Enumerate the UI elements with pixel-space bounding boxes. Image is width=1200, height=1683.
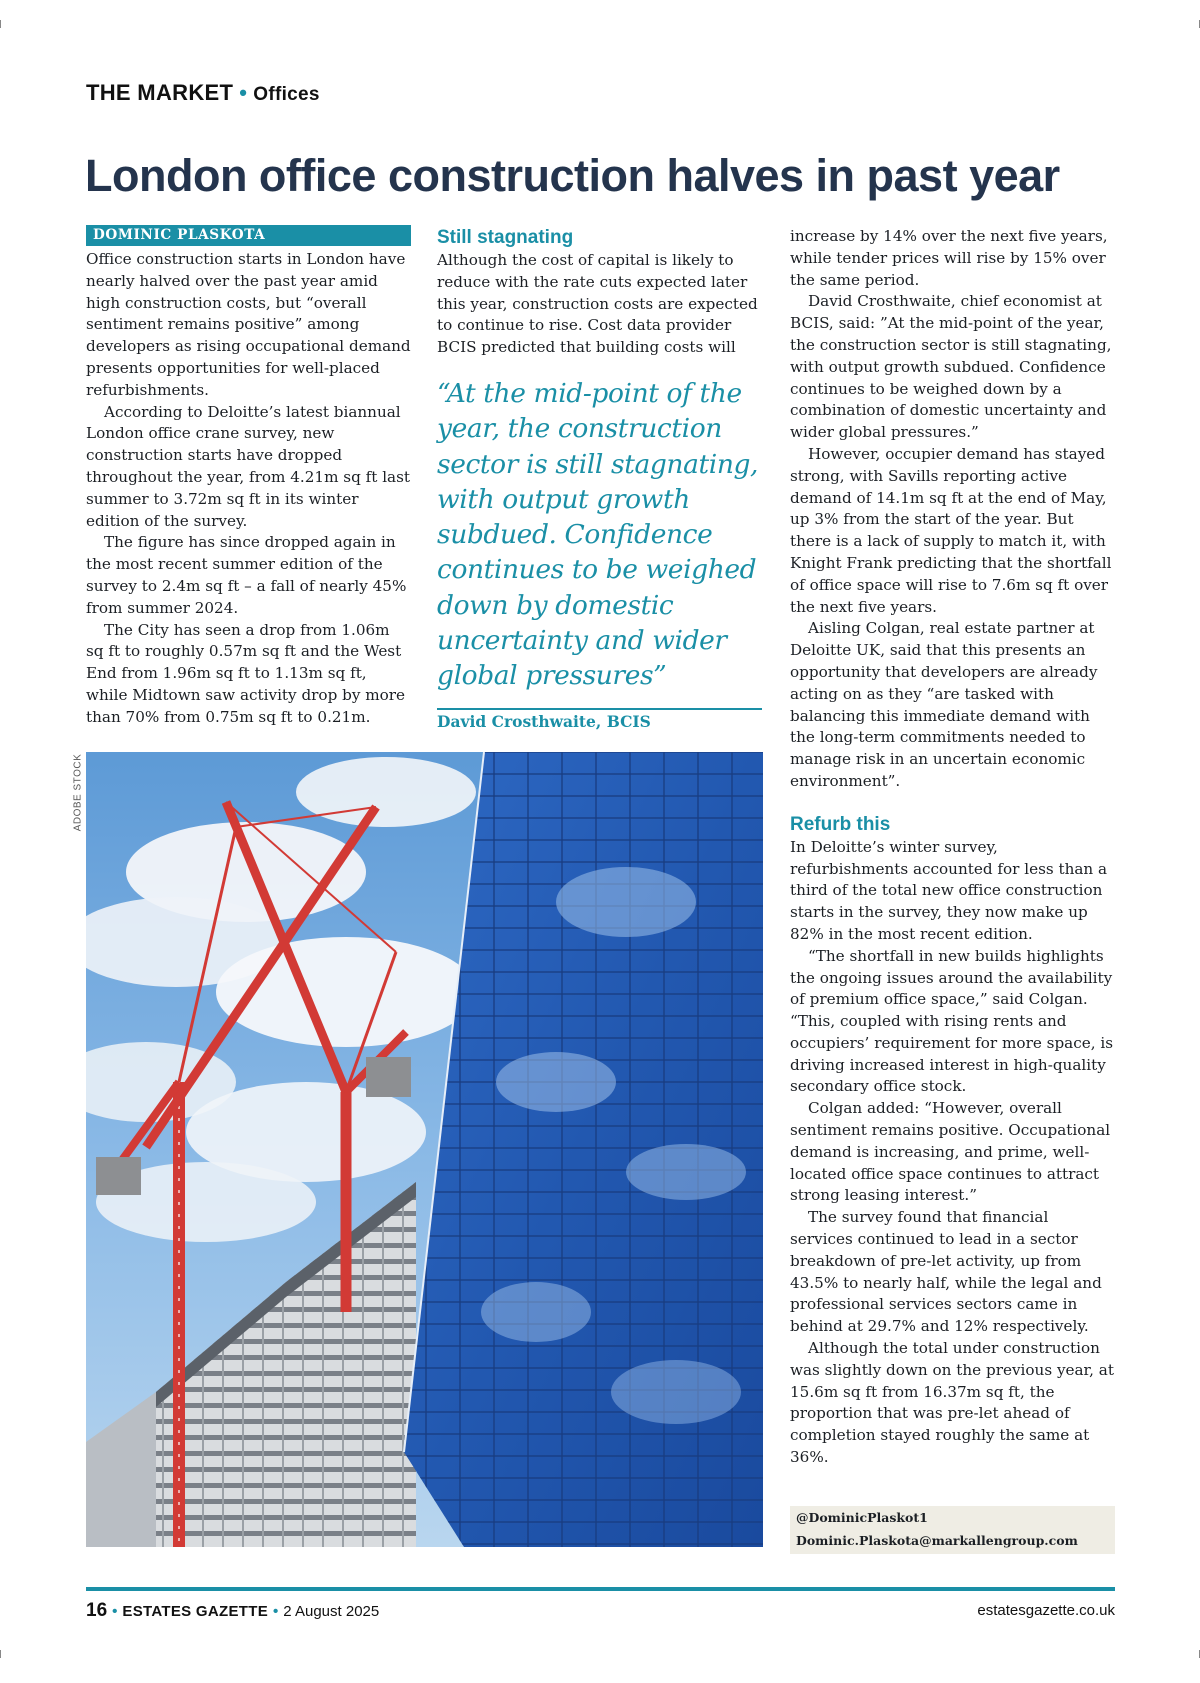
subhead-refurb-this: Refurb this [790,813,891,835]
subsection-label: Offices [253,84,320,105]
article-column-3 [790,226,1115,1469]
body-paragraph: Colgan added: “However, overall sentiment remains positive. Occupational demand is increasing, and prime, well-located office space continues to attract strong leasing interest.” [790,1099,1111,1205]
body-paragraph: Although the total under construction was slightly down on the previous year, at 15.6m sq ft from 16.37m sq ft, the proportion that was pre-let ahead of completion stayed roughly the same at 36%. [790,1339,1114,1467]
article-headline: London office construction halves in past year [85,150,1060,201]
issue-date: 2 August 2025 [283,1603,380,1620]
author-contact-box [790,1506,1115,1554]
body-paragraph: The survey found that financial services continued to lead in a sector breakdown of pre-let activity, up from 43.5% to nearly half, while the legal and professional services sectors came in behind at 29.7% and 12% respectively. [790,1208,1102,1336]
body-paragraph: However, occupier demand has stayed strong, with Savills reporting active demand of 14.1m sq ft at the end of May, up 3% from the start of the year. But there is a lack of supply to match it, with Knight Frank predicting that the shortfall of office space will rise to 7.6m sq ft over the next five years. [790,444,1112,616]
body-paragraph: David Crosthwaite, chief economist at BCIS, said: ”At the mid-point of the year, the construction sector is still stagnating, with output growth subdued. Confidence continues to be weighed down by a combination of domestic uncertainty and wider global pressures.” [790,292,1112,442]
section-label: THE MARKET [86,80,234,105]
section-header [86,80,320,106]
author-byline: DOMINIC PLASKOTA [86,225,411,246]
article-column-2 [437,226,762,359]
website-url: estatesgazette.co.uk [977,1602,1115,1619]
body-paragraph: In Deloitte’s winter survey, refurbishments accounted for less than a third of the total new office construction starts in the survey, they now make up 82% in the most recent edition. [790,837,1108,943]
body-paragraph: According to Deloitte’s latest biannual London office crane survey, new construction starts have dropped throughout the year, from 4.21m sq ft last summer to 3.72m sq ft in its winter edition of the survey. [86,402,411,530]
bullet-separator: • [112,1603,118,1620]
body-paragraph: Although the cost of capital is likely to reduce with the rate cuts expected later this year, construction costs are expected to continue to rise. Cost data provider BCIS predicted that building costs will [437,251,758,357]
cranes-and-glass-tower-image [86,752,763,1547]
article-column-1 [86,225,411,729]
subhead-still-stagnating: Still stagnating [437,227,574,248]
pull-quote: “At the mid-point of the year, the construction sector is still stagnating, with output growth subdued. Confidence continues to be weighed down by domestic uncertainty and wider global pressures” [437,378,759,692]
body-paragraph: “The shortfall in new builds highlights the ongoing issues around the availability of premium office space,” said Colgan. “This, coupled with rising rents and occupiers’ requirement for more space, is driving increased interest in high-quality secondary office stock. [790,946,1114,1096]
body-paragraph: increase by 14% over the next five years, while tender prices will rise by 15% over the same period. [790,227,1108,289]
footer-rule [86,1587,1115,1591]
body-paragraph: Aisling Colgan, real estate partner at Deloitte UK, said that this presents an opportunity that developers are already acting on as they “are tasked with balancing this immediate demand with the long-term commitments needed to manage risk in an uncertain economic environment”. [790,619,1098,790]
article-photo [86,752,763,1547]
pull-quote-attribution: David Crosthwaite, BCIS [437,712,651,731]
twitter-handle: @DominicPlaskot1 [796,1510,928,1525]
page-footer [86,1600,379,1622]
body-paragraph: Office construction starts in London have nearly halved over the past year amid high construction costs, but “overall sentiment remains positive” among developers as rising occupational demand presents opportunities for well-placed refurbishments. [86,250,411,399]
photo-credit [72,755,84,835]
body-paragraph: The City has seen a drop from 1.06m sq ft to roughly 0.57m sq ft and the West End from 1.96m sq ft to 1.13m sq ft, while Midtown saw activity drop by more than 70% from 0.75m sq ft to 0.21m. [86,620,406,726]
magazine-name: ESTATES GAZETTE [122,1603,269,1620]
photo-credit-label: ADOBE STOCK [72,753,84,832]
page-number: 16 [86,1600,108,1621]
crop-mark [0,1650,1,1658]
pull-quote-rule [437,708,762,710]
bullet-separator: • [273,1603,279,1620]
email-address: Dominic.Plaskota@markallengroup.com [796,1533,1078,1548]
bullet-separator: • [239,80,248,105]
body-paragraph: The figure has since dropped again in the most recent summer edition of the survey to 2.4m sq ft – a fall of nearly 45% from summer 2024. [86,533,407,617]
crop-mark [0,20,1,28]
